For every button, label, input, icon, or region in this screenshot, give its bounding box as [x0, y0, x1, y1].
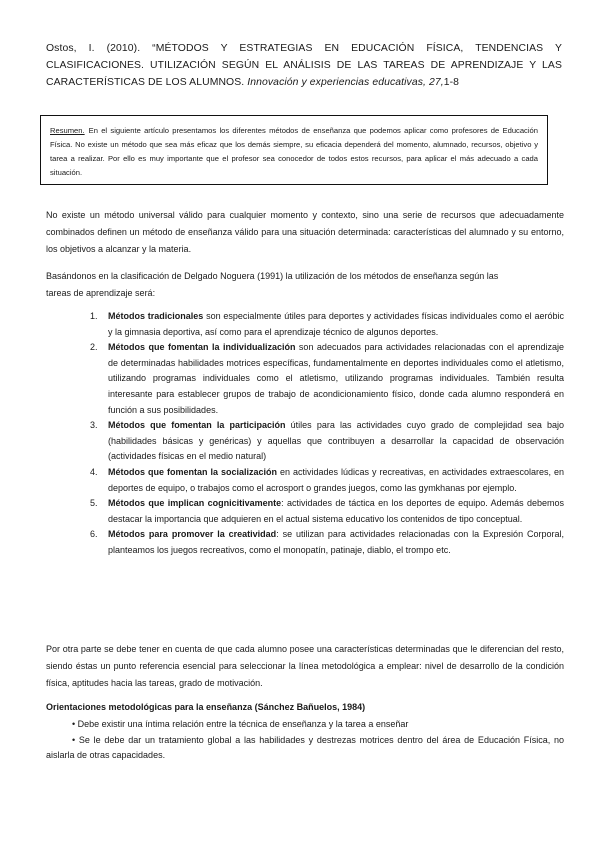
list-item — [84, 340, 564, 418]
method-text: son especialmente útiles para deportes y actividades físicas individuales como el aeróbic y la gimnasia deportiva, así como para el aprendizaje técnico de algunos deportes. — [108, 311, 564, 337]
orientations-bullets — [46, 717, 564, 764]
abstract-label: Resumen. — [50, 126, 85, 135]
list-number: 3. — [90, 420, 98, 431]
bullet-item: • Debe existir una íntima relación entre la técnica de enseñanza y la tarea a enseñar — [72, 719, 409, 729]
method-title: Métodos para promover la creatividad — [108, 529, 277, 540]
list-number: 2. — [90, 342, 98, 353]
list-item — [84, 527, 564, 558]
orientations-heading: Orientaciones metodológicas para la enseñanza (Sánchez Bañuelos, 1984) — [46, 702, 366, 712]
list-number: 6. — [90, 529, 98, 540]
method-text: útiles para las actividades cuyo grado de complejidad sea bajo (habilidades básicas y genéricas) y aquellas que contribuyen a desarrollar la capacidad de observación (actividades físicas en el medio natural) — [108, 420, 564, 462]
citation-main: Ostos, I. (2010). “MÉTODOS Y ESTRATEGIAS EN EDUCACIÓN FÍSICA, TENDENCIAS Y CLASIFICACIONES. UTILIZACIÓN SEGÚN EL ANÁLISIS DE LAS TAREAS DE APRENDIZAJE Y LAS CARACTERÍSTICAS DE LOS ALUMNOS. — [46, 43, 562, 88]
citation-journal: Innovación y experiencias educativas — [247, 77, 423, 88]
bullet-item: • Se le debe dar un tratamiento global a las habilidades y destrezas motrices dentro del área de Educación Física, no aislarla de otras capacidades. — [46, 734, 564, 761]
method-title: Métodos que fomentan la socialización — [108, 466, 277, 477]
method-text: : actividades de táctica en los deportes de equipo. Además debemos destacar la importancia que adquieren en el actual sistema educativo los contenidos de tipo conceptual. — [108, 498, 564, 524]
list-item — [84, 465, 564, 496]
method-text: : se utilizan para actividades relacionadas con la Expresión Corporal, planteamos los juegos recreativos, como el monopatín, patinaje, diablo, el trompo etc. — [108, 529, 564, 555]
method-title: Métodos que fomentan la individualización — [108, 342, 296, 353]
method-title: Métodos que fomentan la participación — [108, 420, 286, 431]
paragraph-student-characteristics: Por otra parte se debe tener en cuenta de que cada alumno posee una características determinadas que le diferencian del resto, siendo éstas un punto referencia esencial para seleccionar la línea metodológica a emplear: nivel de desarrollo de la condición física, aptitudes hacia las tareas, grado de motivación. — [46, 644, 564, 688]
method-title: Métodos tradicionales — [108, 311, 204, 321]
abstract-text: En el siguiente artículo presentamos los diferentes métodos de enseñanza que podemos aplicar como profesores de Educación Física. No existe un método que sea más eficaz que los demás siempre, su eficacia dependerá del momento, alumnado, recursos, objetivo y tarea a realizar. Por ello es muy importante que el profesor sea conocedor de todos estos recursos, para aplicar el más adecuado a cada situación. — [50, 126, 538, 177]
paragraph-intro: No existe un método universal válido para cualquier momento y contexto, sino una serie de recursos que adecuadamente combinados definen un método de enseñanza válido para una situación determinada: características del alumnado y su entorno, los objetivos a alcanzar y la materia. — [46, 210, 564, 254]
method-title: Métodos que implican cognicitivamente — [108, 498, 282, 509]
list-number: 4. — [90, 466, 98, 477]
citation — [46, 40, 562, 91]
list-item — [84, 418, 564, 465]
abstract-box — [40, 115, 548, 185]
methods-list — [84, 309, 564, 559]
citation-volume: , 27, — [423, 77, 444, 88]
citation-pages: 1-8 — [443, 77, 460, 88]
list-number: 1. — [90, 311, 98, 321]
method-text: son adecuados para actividades relacionadas con el aprendizaje de determinadas habilidades motrices específicas, fundamentalmente en deportes individuales como el atletismo, utilizando programas individuales como el atletismo, utilizando programas individuales. También resulta interesante para establecer grupos de trabajo de acondicionamiento físico, donde cada alumno responderá en función a sus posibilidades. — [108, 342, 564, 415]
list-item — [84, 309, 564, 340]
list-item — [84, 496, 564, 527]
paragraph-classification: Basándonos en la clasificación de Delgado Noguera (1991) la utilización de los métodos de enseñanza según las tareas de aprendizaje será: — [46, 271, 499, 298]
method-text: en actividades lúdicas y recreativas, en actividades extraescolares, en deportes de equipo, o trabajos como el acrosport o grandes juegos, como las gymkhanas por ejemplo. — [108, 466, 565, 493]
list-number: 5. — [90, 498, 98, 509]
